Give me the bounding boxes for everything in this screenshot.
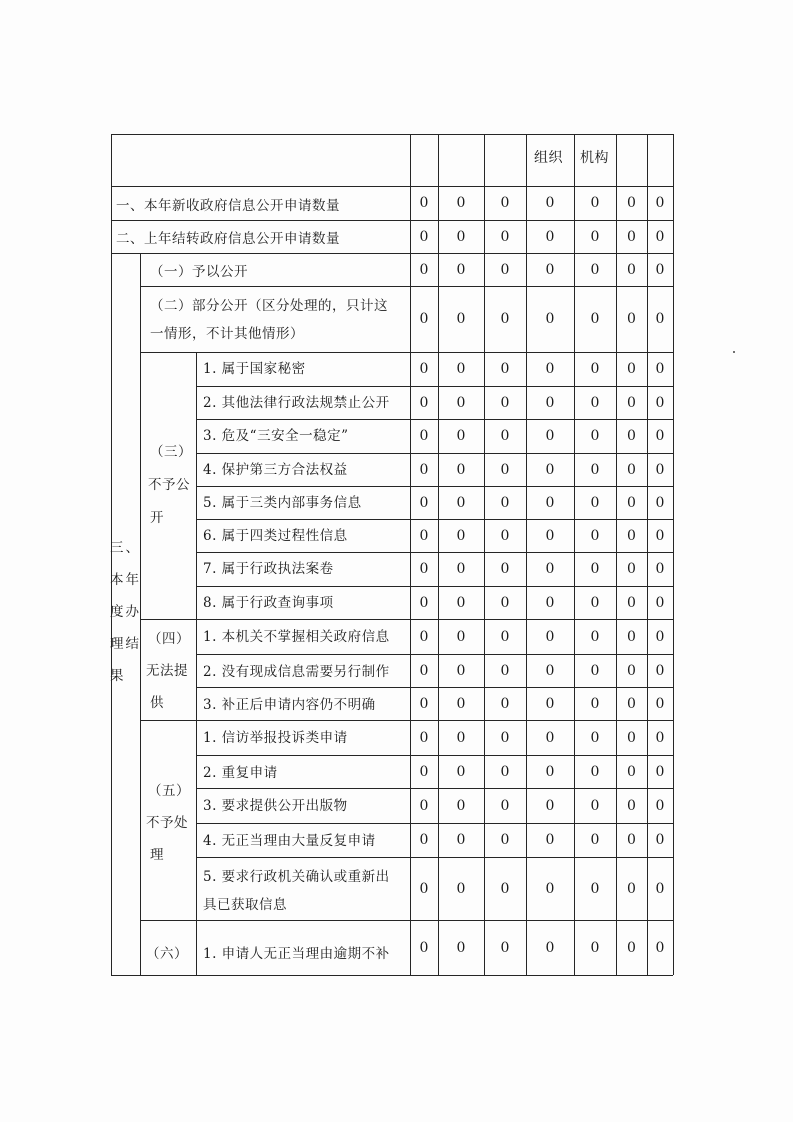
value-cell: 0 — [500, 628, 510, 645]
value-cell: 0 — [456, 527, 466, 544]
value-cell: 0 — [456, 494, 466, 511]
value-cell: 0 — [627, 561, 636, 577]
sub-label: 供 — [150, 695, 164, 711]
sub-label: （三） — [150, 444, 192, 460]
value-cell: 0 — [590, 662, 600, 679]
value-cell: 0 — [456, 695, 466, 712]
value-cell: 0 — [500, 561, 510, 577]
value-cell: 0 — [456, 797, 466, 814]
value-cell: 0 — [627, 832, 636, 848]
value-cell: 0 — [500, 527, 510, 544]
value-cell: 0 — [500, 195, 510, 211]
sub-item: 3. 危及“三安全一稳定” — [203, 428, 349, 444]
value-cell: 0 — [627, 195, 636, 211]
value-cell: 0 — [456, 461, 466, 478]
value-cell: 0 — [545, 228, 555, 245]
grid-line — [616, 134, 617, 975]
value-cell: 0 — [627, 880, 636, 897]
value-cell: 0 — [590, 461, 600, 478]
value-cell: 0 — [456, 880, 466, 897]
value-cell: 0 — [590, 228, 600, 245]
value-cell: 0 — [655, 428, 665, 444]
table-right-border — [673, 134, 674, 975]
row-label: 二、上年结转政府信息公开申请数量 — [116, 231, 340, 247]
sub-label: （五） — [148, 783, 190, 799]
value-cell: 0 — [655, 594, 665, 611]
value-cell: 0 — [419, 428, 429, 444]
value-cell: 0 — [456, 729, 466, 746]
sub-item: 2. 重复申请 — [203, 765, 278, 781]
sub-item: 1. 属于国家秘密 — [203, 361, 306, 377]
value-cell: 0 — [655, 195, 665, 211]
value-cell: 0 — [655, 561, 665, 577]
value-cell: 0 — [500, 763, 510, 780]
value-cell: 0 — [655, 797, 665, 814]
value-cell: 0 — [627, 428, 636, 444]
sub-item: 5. 属于三类内部事务信息 — [203, 495, 362, 511]
sub-divider — [196, 352, 197, 975]
sub-item: 具已获取信息 — [203, 897, 287, 913]
value-cell: 0 — [590, 394, 600, 411]
value-cell: 0 — [500, 461, 510, 478]
value-cell: 0 — [590, 763, 600, 780]
value-cell: 0 — [500, 361, 510, 377]
value-cell: 0 — [655, 527, 665, 544]
value-cell: 0 — [590, 695, 600, 712]
value-cell: 0 — [419, 261, 429, 278]
value-cell: 0 — [545, 494, 555, 511]
value-cell: 0 — [456, 662, 466, 679]
value-cell: 0 — [419, 763, 429, 780]
value-cell: 0 — [419, 527, 429, 544]
value-cell: 0 — [590, 797, 600, 814]
sub-item: 3. 要求提供公开出版物 — [203, 798, 348, 814]
value-cell: 0 — [500, 662, 510, 679]
sub-label: （四） — [148, 631, 190, 647]
sub-label: 理 — [150, 847, 164, 863]
value-cell: 0 — [456, 311, 466, 327]
value-cell: 0 — [590, 428, 600, 444]
value-cell: 0 — [545, 594, 555, 611]
value-cell: 0 — [590, 311, 600, 327]
value-cell: 0 — [545, 939, 555, 956]
grid-line — [196, 519, 673, 520]
grid-line — [484, 134, 485, 975]
grid-line — [196, 654, 673, 655]
grid-line — [526, 134, 527, 975]
value-cell: 0 — [655, 628, 665, 645]
value-cell: 0 — [500, 428, 510, 444]
sub-item: 1. 申请人无正当理由逾期不补 — [203, 946, 390, 962]
value-cell: 0 — [456, 261, 466, 278]
value-cell: 0 — [456, 763, 466, 780]
value-cell: 0 — [545, 195, 555, 211]
grid-line — [196, 687, 673, 688]
value-cell: 0 — [545, 763, 555, 780]
value-cell: 0 — [590, 628, 600, 645]
value-cell: 0 — [419, 628, 429, 645]
value-cell: 0 — [419, 594, 429, 611]
group-label: 理结 — [110, 636, 141, 652]
value-cell: 0 — [456, 361, 466, 377]
sub-item: 2. 其他法律行政法规禁止公开 — [203, 395, 390, 411]
grid-line — [196, 788, 673, 789]
value-cell: 0 — [456, 228, 466, 245]
grid-line — [196, 419, 673, 420]
sub-label: 不予处 — [146, 815, 188, 831]
row-label: （一）予以公开 — [150, 264, 248, 280]
value-cell: 0 — [545, 729, 555, 746]
value-cell: 0 — [627, 228, 636, 245]
value-cell: 0 — [655, 311, 665, 327]
value-cell: 0 — [456, 832, 466, 848]
grid-line — [196, 823, 673, 824]
value-cell: 0 — [655, 662, 665, 679]
value-cell: 0 — [456, 628, 466, 645]
value-cell: 0 — [500, 880, 510, 897]
grid-line — [140, 920, 673, 921]
sub-label: 无法提 — [146, 663, 188, 679]
value-cell: 0 — [419, 311, 429, 327]
value-cell: 0 — [590, 195, 600, 211]
value-cell: 0 — [655, 880, 665, 897]
value-cell: 0 — [545, 527, 555, 544]
value-cell: 0 — [627, 594, 636, 611]
grid-line — [140, 286, 673, 287]
value-cell: 0 — [419, 797, 429, 814]
value-cell: 0 — [627, 797, 636, 814]
value-cell: 0 — [627, 394, 636, 411]
value-cell: 0 — [545, 394, 555, 411]
value-cell: 0 — [500, 797, 510, 814]
value-cell: 0 — [500, 228, 510, 245]
value-cell: 0 — [655, 261, 665, 278]
value-cell: 0 — [545, 461, 555, 478]
value-cell: 0 — [419, 361, 429, 377]
sub-item: 8. 属于行政查询事项 — [203, 595, 334, 611]
sub-item: 1. 信访举报投诉类申请 — [203, 730, 348, 746]
grid-line — [140, 720, 673, 721]
grid-line — [410, 134, 411, 975]
value-cell: 0 — [590, 361, 600, 377]
grid-line — [196, 386, 673, 387]
grid-line — [574, 134, 575, 975]
sub-item: 4. 保护第三方合法权益 — [203, 462, 348, 478]
sub-item: 5. 要求行政机关确认或重新出 — [203, 869, 390, 885]
group-label: 三、 — [110, 540, 141, 556]
value-cell: 0 — [419, 729, 429, 746]
value-cell: 0 — [456, 594, 466, 611]
group-label: 果 — [110, 668, 126, 684]
sub-item: 1. 本机关不掌握相关政府信息 — [203, 629, 390, 645]
value-cell: 0 — [456, 195, 466, 211]
sub-item: 4. 无正当理由大量反复申请 — [203, 833, 376, 849]
value-cell: 0 — [627, 261, 636, 278]
value-cell: 0 — [419, 561, 429, 577]
value-cell: 0 — [500, 594, 510, 611]
value-cell: 0 — [456, 939, 466, 956]
value-cell: 0 — [627, 939, 636, 956]
row-label: 一情形，不计其他情形） — [150, 326, 304, 342]
value-cell: 0 — [545, 428, 555, 444]
value-cell: 0 — [419, 662, 429, 679]
value-cell: 0 — [500, 394, 510, 411]
sub-item: 6. 属于四类过程性信息 — [203, 528, 348, 544]
grid-line — [196, 552, 673, 553]
row-label: 一、本年新收政府信息公开申请数量 — [116, 198, 340, 214]
value-cell: 0 — [545, 628, 555, 645]
value-cell: 0 — [590, 494, 600, 511]
value-cell: 0 — [590, 594, 600, 611]
value-cell: 0 — [419, 880, 429, 897]
value-cell: 0 — [590, 527, 600, 544]
value-cell: 0 — [590, 561, 600, 577]
value-cell: 0 — [655, 763, 665, 780]
value-cell: 0 — [545, 880, 555, 897]
value-cell: 0 — [456, 561, 466, 577]
sub-item: 2. 没有现成信息需要另行制作 — [203, 664, 390, 680]
table-top-border — [111, 134, 673, 135]
value-cell: 0 — [545, 695, 555, 712]
sub-label: 不予公 — [148, 477, 190, 493]
value-cell: 0 — [545, 561, 555, 577]
value-cell: 0 — [419, 394, 429, 411]
grid-line — [111, 253, 673, 254]
grid-line — [438, 134, 439, 975]
value-cell: 0 — [500, 311, 510, 327]
header-inst: 机构 — [580, 150, 609, 166]
value-cell: 0 — [545, 361, 555, 377]
value-cell: 0 — [627, 628, 636, 645]
value-cell: 0 — [655, 361, 665, 377]
grid-line — [140, 352, 673, 353]
group-label: 本年 — [110, 572, 141, 588]
grid-line — [196, 755, 673, 756]
value-cell: 0 — [545, 832, 555, 848]
grid-line — [140, 619, 673, 620]
grid-line — [196, 486, 673, 487]
value-cell: 0 — [419, 832, 429, 848]
value-cell: 0 — [456, 394, 466, 411]
value-cell: 0 — [655, 394, 665, 411]
value-cell: 0 — [655, 729, 665, 746]
value-cell: 0 — [500, 494, 510, 511]
value-cell: 0 — [590, 729, 600, 746]
sub-item: 3. 补正后申请内容仍不明确 — [203, 697, 376, 713]
value-cell: 0 — [500, 832, 510, 848]
value-cell: 0 — [655, 228, 665, 245]
value-cell: 0 — [419, 695, 429, 712]
value-cell: 0 — [456, 428, 466, 444]
value-cell: 0 — [627, 763, 636, 780]
value-cell: 0 — [419, 939, 429, 956]
value-cell: 0 — [419, 494, 429, 511]
value-cell: 0 — [500, 261, 510, 278]
row-label: （二）部分公开（区分处理的，只计这 — [150, 298, 388, 314]
grid-line — [196, 453, 673, 454]
sub-label: 开 — [150, 510, 164, 526]
grid-line — [647, 134, 648, 975]
sub-item: 7. 属于行政执法案卷 — [203, 561, 334, 577]
value-cell: 0 — [655, 939, 665, 956]
value-cell: 0 — [590, 261, 600, 278]
grid-line — [196, 586, 673, 587]
value-cell: 0 — [627, 494, 636, 511]
value-cell: 0 — [500, 695, 510, 712]
sub-label: （六） — [146, 946, 188, 962]
value-cell: 0 — [655, 494, 665, 511]
value-cell: 0 — [590, 880, 600, 897]
value-cell: 0 — [545, 261, 555, 278]
value-cell: 0 — [627, 461, 636, 478]
value-cell: 0 — [590, 832, 600, 848]
scan-speck — [733, 351, 735, 353]
value-cell: 0 — [627, 662, 636, 679]
value-cell: 0 — [545, 797, 555, 814]
value-cell: 0 — [500, 729, 510, 746]
value-cell: 0 — [419, 461, 429, 478]
value-cell: 0 — [627, 527, 636, 544]
value-cell: 0 — [500, 939, 510, 956]
value-cell: 0 — [627, 361, 636, 377]
value-cell: 0 — [545, 311, 555, 327]
grid-line — [196, 857, 673, 858]
value-cell: 0 — [627, 729, 636, 746]
value-cell: 0 — [590, 939, 600, 956]
value-cell: 0 — [419, 228, 429, 245]
value-cell: 0 — [545, 662, 555, 679]
header-org: 组织 — [534, 150, 563, 166]
value-cell: 0 — [655, 695, 665, 712]
table-bottom-border — [111, 975, 673, 976]
value-cell: 0 — [655, 832, 665, 848]
value-cell: 0 — [655, 461, 665, 478]
value-cell: 0 — [419, 195, 429, 211]
group-label: 度办 — [110, 604, 141, 620]
grid-line — [111, 186, 673, 187]
value-cell: 0 — [627, 311, 636, 327]
value-cell: 0 — [627, 695, 636, 712]
grid-line — [111, 220, 673, 221]
